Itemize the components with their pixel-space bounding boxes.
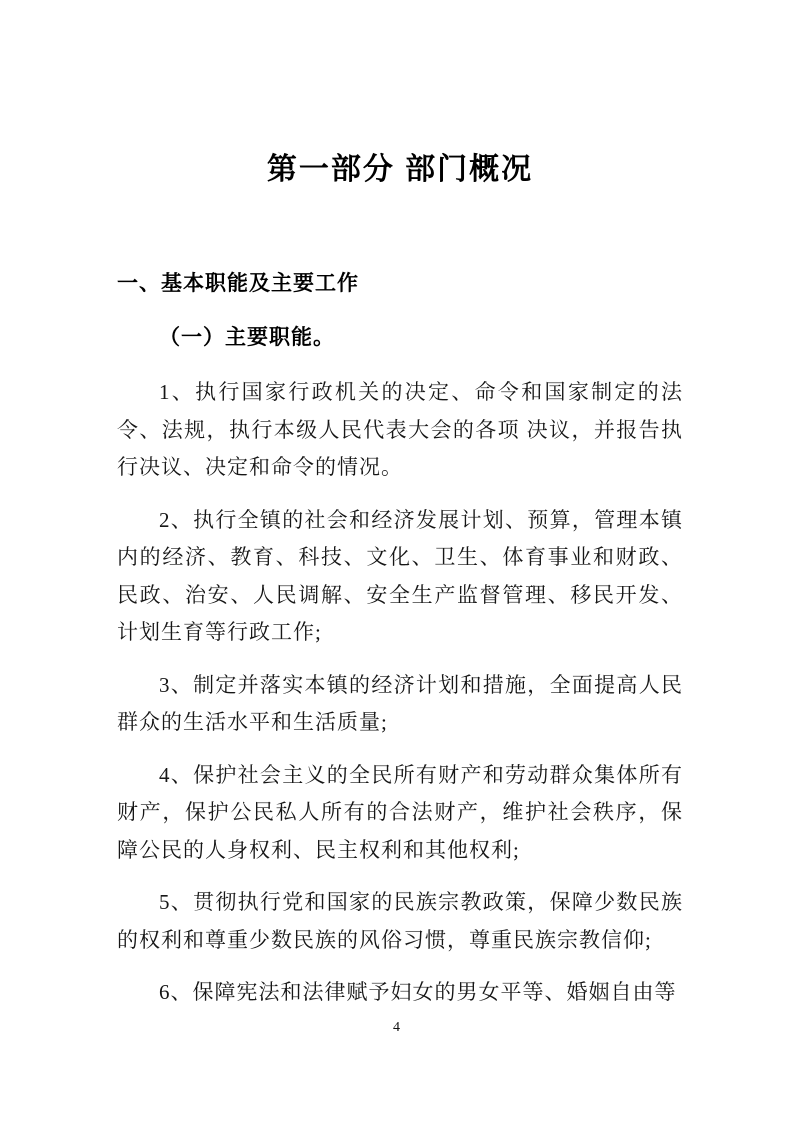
paragraph-1: 1、执行国家行政机关的决定、命令和国家制定的法令、法规，执行本级人民代表大会的各项 决议，并报告执行决议、决定和命令的情况。 — [117, 380, 683, 479]
body-paragraphs — [117, 374, 683, 1012]
paragraph-3: 3、制定并落实本镇的经济计划和措施，全面提高人民群众的生活水平和生活质量; — [117, 672, 683, 734]
subsection-heading: （一）主要职能。 — [159, 326, 335, 349]
page-number: 4 — [393, 1020, 400, 1035]
document-content — [117, 0, 683, 1012]
paragraph-5: 5、贯彻执行党和国家的民族宗教政策，保障少数民族的权利和尊重少数民族的风俗习惯，尊重民族宗教信仰; — [117, 890, 683, 952]
paragraph-6: 6、保障宪法和法律赋予妇女的男女平等、婚姻自由等 — [159, 980, 677, 1004]
section-heading: 一、基本职能及主要工作 — [117, 272, 359, 295]
document-title: 第一部分 部门概况 — [266, 153, 534, 186]
paragraph-4: 4、保护社会主义的全民所有财产和劳动群众集体所有财产，保护公民私人所有的合法财产，维护社会秩序，保障公民的人身权利、民主权利和其他权利; — [117, 762, 683, 862]
paragraph-2: 2、执行全镇的社会和经济发展计划、预算，管理本镇内的经济、教育、科技、文化、卫生、体育事业和财政、民政、治安、人民调解、安全生产监督管理、移民开发、计划生育等行政工作; — [117, 507, 683, 644]
